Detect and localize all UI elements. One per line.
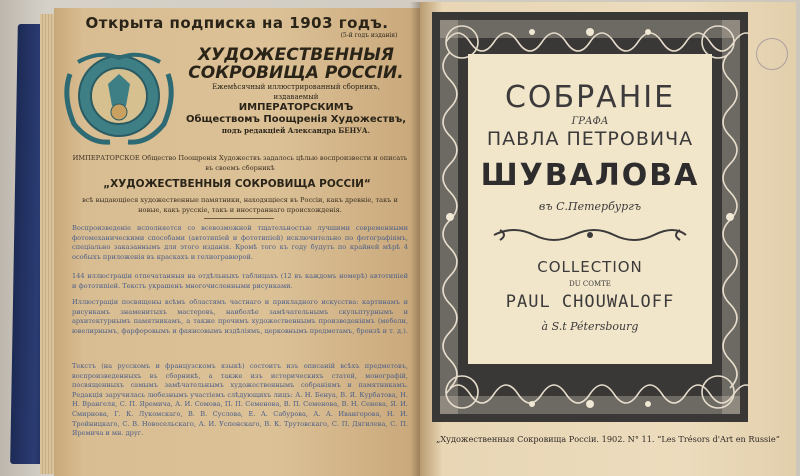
left-page <box>54 8 420 476</box>
divider-rule <box>204 218 274 219</box>
editor-line: подъ редакціей Александра БЕНУА. <box>221 126 371 135</box>
journal-title-repeat: „ХУДОЖЕСТВЕННЫЯ СОКРОВИЩА РОССІИ“ <box>103 178 371 190</box>
title-pavla-petrovicha: ПАВЛА ПЕТРОВИЧА <box>486 128 694 150</box>
title-spb-russian: въ С.Петербургъ <box>538 200 642 213</box>
du-comte-label: DU COMTE <box>569 280 611 288</box>
title-shuvalova: ШУВАЛОВА <box>480 158 700 193</box>
subscription-header: Открыта подписка на 1903 годъ. <box>85 14 389 32</box>
intro-text: ИМПЕРАТОРСКОЕ Общество Поощренія Художествъ задалось цѣлью воспроизвести и описать въ своемъ сборникѣ <box>72 154 408 172</box>
edition-note: (5-й годъ изданія) <box>340 32 398 39</box>
paragraph-text-contributors: Текстъ (на русскомъ и французскомъ языкѣ) состоитъ изъ описаній всѣхъ предметовъ, воспроизведенныхъ въ сборникѣ, а также изъ историческихъ статей, монографій, посвященныхъ самымъ замѣчательнымъ художественнымъ собраніямъ и памятникамъ. Редакція заручилась любезнымъ участіемъ слѣдующихъ лицъ: А. Н. Бенуа, В. Я. Курбатова, Н. Н. Врангеля, С. П. Яремича, А. И. Сомова, П. П. Семенова, В. П. Семенова, В. Н. Сенева, Я. И. Смирнова, Г. К. Лукомскаго, В. В. Суслова, Е. А. Сабурова, А. А. Ивангорова, Н. И. Тройницкаго, С. В. Новосельскаго, А. И. Успенскаго, В. К. Трутовскаго, С. П. Дягилева, С. П. Яремича и мн. друг. <box>72 362 408 438</box>
title-grafa: ГРАФА <box>571 116 609 127</box>
page-footer: „Художественныя Сокровища Россіи. 1902. N° 11. “Les Trésors d'Art en Russie” <box>436 434 780 444</box>
st-petersbourg-label: à S.t Pétersbourg <box>541 320 639 333</box>
library-stamp-icon <box>756 38 788 70</box>
journal-title: ХУДОЖЕСТВЕННЫЯ СОКРОВИЩА РОССІИ. <box>188 45 404 83</box>
paragraph-illustrations-count: 144 иллюстраціи отпечатанныя на отдѣльныхъ таблицахъ (12 въ каждомъ номерѣ) автотипіей и фототипіей. Текстъ украшенъ многочисленными рисунками. <box>72 272 408 290</box>
society-line-2: Обществомъ Поощренія Художествъ, <box>185 114 407 125</box>
ornament-divider-icon <box>490 224 690 246</box>
right-page <box>420 2 796 476</box>
society-line-1: ИМПЕРАТОРСКИМЪ <box>238 102 354 113</box>
publisher-line: издаваемый <box>273 93 319 101</box>
paul-chouwaloff-label: PAUL CHOUWALOFF <box>505 292 675 312</box>
title-sobranie: СОБРАНІЕ <box>504 80 676 115</box>
title-block <box>180 46 412 136</box>
collection-label: COLLECTION <box>537 258 643 276</box>
paragraph-illustrations-scope: Иллюстраціи посвящены всѣмъ областямъ частнаго и прикладного искусства: картинамъ и рисункамъ знаменитыхъ мастеровъ, наиболѣе замѣчательнымъ скульптурнымъ и архитектурнымъ памятникамъ, а также прочимъ художественнымъ произведеніямъ (мебели, ювелирнымъ, фарфоровымъ и фаянсовымъ издѣліямъ, церковнымъ предметамъ, бронзѣ и т. д.). <box>72 298 408 335</box>
intro-text-2: всѣ выдающіеся художественные памятники, находящіеся въ Россіи, какъ древніе, такъ и новые, какъ русскіе, такъ и иностраннаго происхожденія. <box>82 196 398 214</box>
paragraph-reproduction: Воспроизведеніе исполняется со всевозможной тщательностью лучшими современными фотомеханическими способами (автотипіей и фототипіей) исключительно по фотографіямъ, спеціально заказаннымъ для этого изданія. Кромѣ того къ году будутъ по крайней мѣрѣ 4 особыхъ приложенія въ краскахъ и гелиогравюрой. <box>72 224 408 261</box>
journal-subtitle: Ежемѣсячный иллюстрированный сборникъ, <box>212 83 380 91</box>
society-emblem-icon <box>60 44 178 148</box>
